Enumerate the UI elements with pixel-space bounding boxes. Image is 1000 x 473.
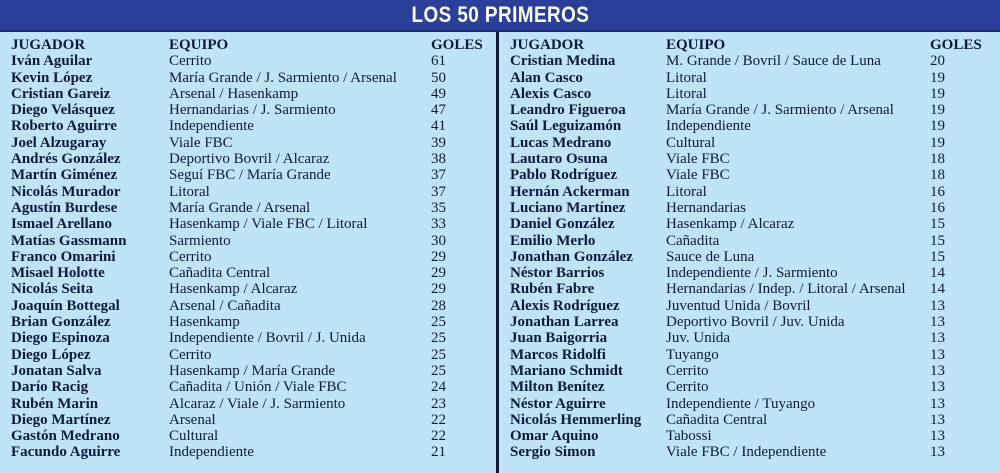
player-name: Misael Holotte [11, 265, 105, 282]
player-name: Facundo Aguirre [11, 444, 121, 461]
team-name: Cañadita Central [666, 411, 768, 428]
header-player: JUGADOR [510, 37, 585, 53]
table-header [11, 37, 500, 53]
player-name: Kevin López [11, 69, 93, 86]
goals-count: 13 [930, 379, 945, 396]
player-name: Sergio Simon [510, 444, 596, 461]
team-name: Litoral [666, 85, 707, 102]
table-row [510, 265, 1000, 281]
player-name: Rubén Marin [11, 395, 99, 412]
team-name: Viale FBC / Independiente [666, 444, 827, 461]
goals-count: 29 [431, 248, 446, 265]
team-name: Hernandarias [666, 199, 746, 216]
team-name: Hernandarias / J. Sarmiento [169, 102, 336, 119]
team-name: Deportivo Bovril / Alcaraz [169, 151, 330, 168]
header-team: EQUIPO [666, 37, 726, 53]
header-team: EQUIPO [169, 37, 229, 53]
player-name: Diego Espinoza [11, 330, 110, 347]
header-goals: GOLES [431, 37, 483, 53]
goals-count: 22 [431, 428, 446, 445]
left-rows [11, 53, 500, 460]
goals-count: 19 [930, 134, 945, 151]
table-row [11, 298, 500, 314]
goals-count: 24 [431, 379, 446, 396]
player-name: Luciano Martínez [510, 199, 626, 216]
table-row [510, 184, 1000, 200]
team-name: Independiente [666, 118, 751, 135]
table-row [11, 184, 500, 200]
table-row [510, 298, 1000, 314]
team-name: Tabossi [666, 428, 712, 445]
table-row [510, 281, 1000, 297]
player-name: Brian González [11, 314, 111, 331]
scorers-tables [0, 32, 1000, 473]
goals-count: 29 [431, 281, 446, 298]
team-name: Cultural [666, 134, 716, 151]
player-name: Mariano Schmidt [510, 362, 623, 379]
team-name: Juventud Unida / Bovril [666, 297, 811, 314]
table-row [510, 249, 1000, 265]
player-name: Diego Velásquez [11, 102, 115, 119]
player-name: Pablo Rodríguez [510, 167, 618, 184]
table-row [11, 314, 500, 330]
goals-count: 19 [930, 69, 945, 86]
table-row [510, 330, 1000, 346]
right-table [500, 32, 1000, 473]
goals-count: 13 [930, 314, 945, 331]
goals-count: 13 [930, 444, 945, 461]
player-name: Alexis Rodríguez [510, 297, 620, 314]
player-name: Nicolás Murador [11, 183, 121, 200]
header-goals: GOLES [930, 37, 982, 53]
player-name: Emilio Merlo [510, 232, 596, 249]
table-row [11, 200, 500, 216]
team-name: Cerrito [169, 346, 212, 363]
player-name: Leandro Figueroa [510, 102, 626, 119]
table-row [11, 233, 500, 249]
table-row [510, 102, 1000, 118]
goals-count: 16 [930, 199, 945, 216]
team-name: Independiente / J. Sarmiento [666, 265, 838, 282]
team-name: Cerrito [169, 248, 212, 265]
goals-count: 33 [431, 216, 446, 233]
table-row [11, 428, 500, 444]
goals-count: 15 [930, 232, 945, 249]
left-table [0, 32, 500, 473]
player-name: Nicolás Hemmerling [510, 411, 642, 428]
table-row [510, 428, 1000, 444]
goals-count: 20 [930, 53, 945, 70]
goals-count: 47 [431, 102, 446, 119]
table-row [11, 86, 500, 102]
player-name: Hernán Ackerman [510, 183, 630, 200]
player-name: Joaquín Bottegal [11, 297, 120, 314]
team-name: Tuyango [666, 346, 719, 363]
goals-count: 14 [930, 265, 945, 282]
player-name: Marcos Ridolfi [510, 346, 606, 363]
goals-count: 15 [930, 216, 945, 233]
player-name: Néstor Barrios [510, 265, 605, 282]
table-row [510, 363, 1000, 379]
team-name: Arsenal / Cañadita [169, 297, 281, 314]
team-name: Arsenal / Hasenkamp [169, 85, 299, 102]
player-name: Ismael Arellano [11, 216, 112, 233]
team-name: Alcaraz / Viale / J. Sarmiento [169, 395, 346, 412]
player-name: Néstor Aguirre [510, 395, 606, 412]
team-name: Hasenkamp / Viale FBC / Litoral [169, 216, 368, 233]
team-name: María Grande / Arsenal [169, 199, 311, 216]
table-row [11, 216, 500, 232]
team-name: Hasenkamp / María Grande [169, 362, 336, 379]
team-name: Cerrito [666, 362, 709, 379]
team-name: Sarmiento [169, 232, 231, 249]
goals-count: 13 [930, 411, 945, 428]
goals-count: 49 [431, 85, 446, 102]
player-name: Juan Baigorria [510, 330, 608, 347]
goals-count: 22 [431, 411, 446, 428]
team-name: María Grande / J. Sarmiento / Arsenal [169, 69, 397, 86]
team-name: Hasenkamp / Alcaraz [169, 281, 298, 298]
team-name: Juv. Unida [666, 330, 731, 347]
team-name: Cerrito [169, 53, 212, 70]
table-header [510, 37, 1000, 53]
goals-count: 37 [431, 183, 446, 200]
player-name: Lautaro Osuna [510, 151, 608, 168]
team-name: Arsenal [169, 411, 216, 428]
table-row [11, 281, 500, 297]
goals-count: 39 [431, 134, 446, 151]
player-name: Omar Aquino [510, 428, 599, 445]
table-row [510, 412, 1000, 428]
team-name: Viale FBC [666, 151, 730, 168]
team-name: Hernandarias / Indep. / Litoral / Arsenal [666, 281, 906, 298]
goals-count: 38 [431, 151, 446, 168]
goals-count: 19 [930, 85, 945, 102]
table-row [510, 233, 1000, 249]
goals-count: 35 [431, 199, 446, 216]
team-name: Independiente [169, 444, 254, 461]
table-row [11, 151, 500, 167]
team-name: Independiente / Tuyango [666, 395, 816, 412]
player-name: Saúl Leguizamón [510, 118, 622, 135]
title-banner [0, 0, 1000, 32]
table-row [510, 70, 1000, 86]
goals-count: 19 [930, 102, 945, 119]
right-rows [510, 53, 1000, 460]
player-name: Matías Gassmann [11, 232, 127, 249]
goals-count: 13 [930, 395, 945, 412]
table-row [510, 200, 1000, 216]
player-name: Alexis Casco [510, 85, 592, 102]
goals-count: 61 [431, 53, 446, 70]
goals-count: 16 [930, 183, 945, 200]
goals-count: 13 [930, 297, 945, 314]
goals-count: 25 [431, 362, 446, 379]
team-name: Seguí FBC / María Grande [169, 167, 331, 184]
table-row [510, 379, 1000, 395]
table-row [11, 265, 500, 281]
team-name: Litoral [666, 69, 707, 86]
player-name: Martín Giménez [11, 167, 118, 184]
goals-count: 25 [431, 346, 446, 363]
team-name: Cultural [169, 428, 219, 445]
player-name: Alan Casco [510, 69, 583, 86]
goals-count: 15 [930, 248, 945, 265]
team-name: Hasenkamp / Alcaraz [666, 216, 795, 233]
table-row [11, 396, 500, 412]
player-name: Cristian Gareiz [11, 85, 111, 102]
team-name: Sauce de Luna [666, 248, 755, 265]
team-name: Cañadita Central [169, 265, 271, 282]
team-name: Litoral [666, 183, 707, 200]
table-row [11, 363, 500, 379]
goals-count: 19 [930, 118, 945, 135]
team-name: Independiente [169, 118, 254, 135]
goals-count: 18 [930, 167, 945, 184]
header-player: JUGADOR [11, 37, 86, 53]
table-row [510, 86, 1000, 102]
team-name: Cañadita / Unión / Viale FBC [169, 379, 347, 396]
table-row [11, 70, 500, 86]
goals-count: 13 [930, 346, 945, 363]
team-name: M. Grande / Bovril / Sauce de Luna [666, 53, 881, 70]
player-name: Andrés González [11, 151, 121, 168]
column-divider [496, 32, 499, 473]
goals-count: 28 [431, 297, 446, 314]
team-name: Viale FBC [169, 134, 233, 151]
goals-count: 13 [930, 330, 945, 347]
player-name: Gastón Medrano [11, 428, 120, 445]
goals-count: 30 [431, 232, 446, 249]
goals-count: 14 [930, 281, 945, 298]
table-row [11, 102, 500, 118]
table-row [11, 135, 500, 151]
goals-count: 21 [431, 444, 446, 461]
goals-count: 29 [431, 265, 446, 282]
table-row [11, 379, 500, 395]
goals-count: 37 [431, 167, 446, 184]
player-name: Jonatan Salva [11, 362, 102, 379]
table-row [11, 330, 500, 346]
team-name: Litoral [169, 183, 210, 200]
player-name: Jonathan Larrea [510, 314, 619, 331]
goals-count: 23 [431, 395, 446, 412]
table-row [510, 135, 1000, 151]
page-title: LOS 50 PRIMEROS [411, 2, 589, 27]
player-name: Milton Benítez [510, 379, 605, 396]
player-name: Roberto Aguirre [11, 118, 117, 135]
goals-count: 13 [930, 362, 945, 379]
team-name: Cañadita [666, 232, 720, 249]
player-name: Joel Alzugaray [11, 134, 107, 151]
table-row [510, 314, 1000, 330]
table-row [11, 412, 500, 428]
player-name: Nicolás Seita [11, 281, 94, 298]
player-name: Daniel González [510, 216, 615, 233]
table-row [510, 167, 1000, 183]
table-row [11, 53, 500, 69]
table-row [510, 118, 1000, 134]
table-row [11, 167, 500, 183]
table-row [510, 151, 1000, 167]
player-name: Jonathan González [510, 248, 633, 265]
table-row [11, 249, 500, 265]
player-name: Diego Martínez [11, 411, 111, 428]
player-name: Diego López [11, 346, 91, 363]
player-name: Iván Aguilar [11, 53, 93, 70]
table-row [510, 444, 1000, 460]
player-name: Franco Omarini [11, 248, 116, 265]
goals-count: 50 [431, 69, 446, 86]
player-name: Cristian Medina [510, 53, 616, 70]
table-row [11, 118, 500, 134]
table-row [510, 396, 1000, 412]
table-row [11, 347, 500, 363]
table-row [510, 53, 1000, 69]
player-name: Darío Racig [11, 379, 89, 396]
team-name: María Grande / J. Sarmiento / Arsenal [666, 102, 894, 119]
player-name: Rubén Fabre [510, 281, 595, 298]
goals-count: 41 [431, 118, 446, 135]
team-name: Cerrito [666, 379, 709, 396]
player-name: Agustín Burdese [11, 199, 118, 216]
table-row [11, 444, 500, 460]
player-name: Lucas Medrano [510, 134, 612, 151]
goals-count: 25 [431, 330, 446, 347]
goals-count: 25 [431, 314, 446, 331]
goals-count: 13 [930, 428, 945, 445]
table-row [510, 216, 1000, 232]
team-name: Viale FBC [666, 167, 730, 184]
table-row [510, 347, 1000, 363]
team-name: Hasenkamp [169, 314, 240, 331]
goals-count: 18 [930, 151, 945, 168]
team-name: Independiente / Bovril / J. Unida [169, 330, 366, 347]
team-name: Deportivo Bovril / Juv. Unida [666, 314, 845, 331]
